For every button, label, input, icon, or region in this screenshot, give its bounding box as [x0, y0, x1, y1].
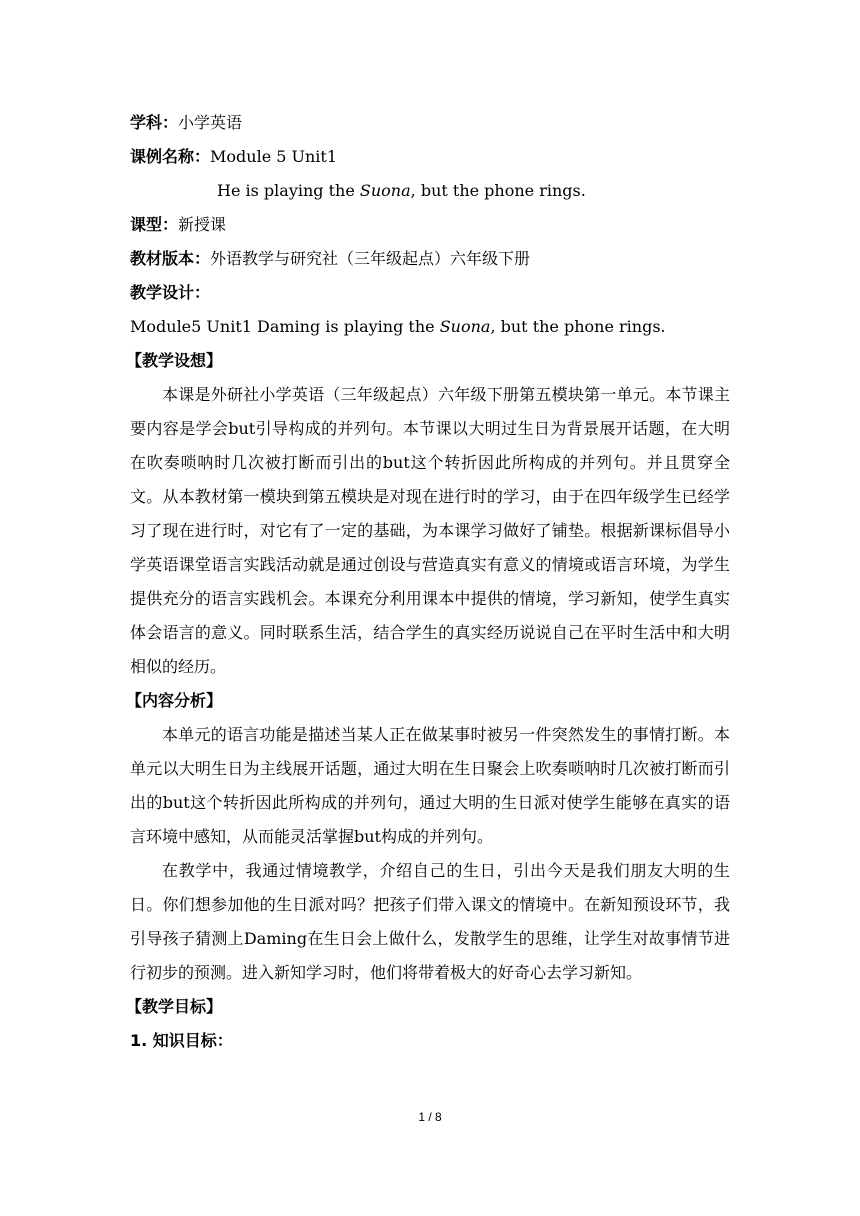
teaching-design-label: 教学设计：: [130, 283, 211, 302]
lesson-subtitle-post: , but the phone rings.: [410, 181, 586, 200]
lesson-type-value: 新授课: [178, 215, 227, 234]
subject-label: 学科：: [130, 113, 179, 132]
page-number: 1 / 8: [418, 1110, 442, 1124]
content-analysis-paragraph-2: 在教学中，我通过情境教学，介绍自己的生日，引出今天是我们朋友大明的生日。你们想参加他的生日派对吗？把孩子们带入课文的情境中。在新知预设环节，我引导孩子猜测上Daming在生日会上做什么，发散学生的思维，让学生对故事情节进行初步的预测。进入新知学习时，他们将带着极大的好奇心去学习新知。: [130, 861, 730, 982]
design-line-pre: Module5 Unit1 Daming is playing the: [130, 317, 440, 336]
textbook-edition-label: 教材版本：: [130, 249, 211, 268]
design-line-italic: Suona: [439, 317, 491, 336]
lesson-subtitle-pre: He is playing the: [217, 181, 360, 200]
textbook-edition-value: 外语教学与研究社（三年级起点）六年级下册: [210, 249, 531, 268]
teaching-design-field: [130, 276, 730, 310]
lesson-name-label: 课例名称：: [130, 147, 211, 166]
lesson-name-field: [130, 140, 730, 174]
section-title-teaching-idea: 【教学设想】: [126, 351, 223, 370]
lesson-name-value: Module 5 Unit1: [210, 147, 338, 166]
section-title-teaching-goals: 【教学目标】: [126, 997, 223, 1016]
section-title-content-analysis: 【内容分析】: [126, 691, 223, 710]
subject-field: [130, 106, 730, 140]
lesson-subtitle: [130, 174, 730, 208]
lesson-type-label: 课型：: [130, 215, 179, 234]
goal-item-knowledge-label: 1. 知识目标：: [130, 1031, 233, 1050]
lesson-subtitle-italic: Suona: [359, 181, 411, 200]
teaching-design-line: [130, 310, 730, 344]
textbook-edition-field: [130, 242, 730, 276]
subject-value: 小学英语: [178, 113, 243, 132]
content-analysis-paragraph-1: 本单元的语言功能是描述当某人正在做某事时被另一件突然发生的事情打断。本单元以大明生日为主线展开话题，通过大明在生日聚会上吹奏唢呐时几次被打断而引出的but这个转折因此所构成的并列句，通过大明的生日派对使学生能够在真实的语言环境中感知，从而能灵活掌握but构成的并列句。: [130, 725, 730, 846]
teaching-idea-paragraph: 本课是外研社小学英语（三年级起点）六年级下册第五模块第一单元。本节课主要内容是学会but引导构成的并列句。本节课以大明过生日为背景展开话题，在大明在吹奏唢呐时几次被打断而引出的but这个转折因此所构成的并列句。并且贯穿全文。从本教材第一模块到第五模块是对现在进行时的学习，由于在四年级学生已经学习了现在进行时，对它有了一定的基础，为本课学习做好了铺垫。根据新课标倡导小学英语课堂语言实践活动就是通过创设与营造真实有意义的情境或语言环境，为学生提供充分的语言实践机会。本课充分利用课本中提供的情境，学习新知，使学生真实体会语言的意义。同时联系生活，结合学生的真实经历说说自己在平时生活中和大明相似的经历。: [130, 385, 730, 676]
goal-item-knowledge: [130, 1024, 730, 1058]
design-line-post: , but the phone rings.: [490, 317, 666, 336]
document-body: [126, 106, 730, 1058]
lesson-type-field: [130, 208, 730, 242]
